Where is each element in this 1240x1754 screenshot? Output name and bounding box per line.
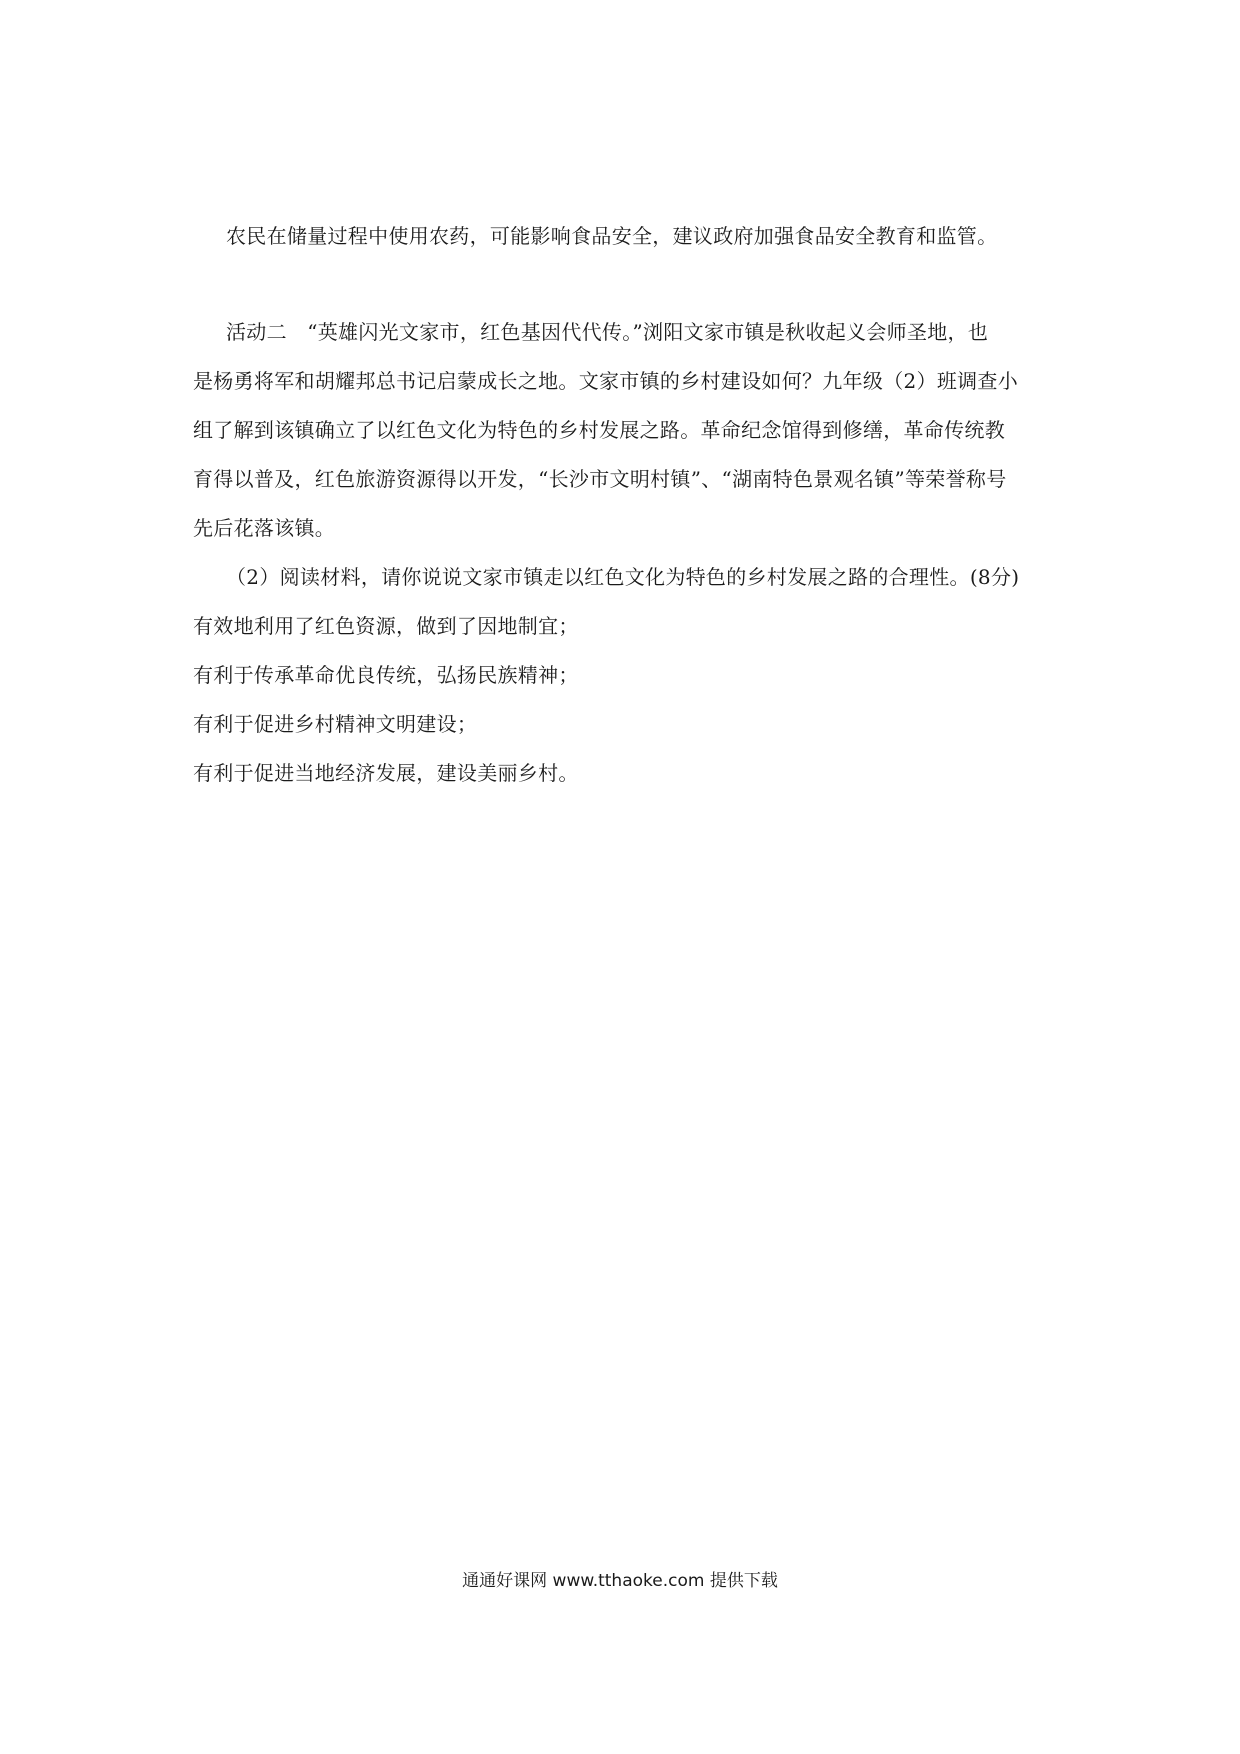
activity2-line-4: 育得以普及，红色旅游资源得以开发，“长沙市文明村镇”、“湖南特色景观名镇”等荣誉称号 xyxy=(193,467,1007,491)
activity2-line-3: 组了解到该镇确立了以红色文化为特色的乡村发展之路。革命纪念馆得到修缮，革命传统教 xyxy=(193,418,1005,442)
activity2-line-2: 是杨勇将军和胡耀邦总书记启蒙成长之地。文家市镇的乡村建设如何？九年级（2）班调查小 xyxy=(193,369,1019,393)
answer-line-1: 有效地利用了红色资源，做到了因地制宜； xyxy=(193,614,579,638)
footer-source: 通通好课网 www.tthaoke.com 提供下载 xyxy=(462,1571,778,1591)
activity2-line-5: 先后花落该镇。 xyxy=(193,516,336,540)
answer-line-3: 有利于促进乡村精神文明建设； xyxy=(193,712,478,736)
activity2-line-1: 活动二 “英雄闪光文家市，红色基因代代传。”浏阳文家市镇是秋收起义会师圣地，也 xyxy=(226,320,989,344)
answer-line-2: 有利于传承革命优良传统，弘扬民族精神； xyxy=(193,663,579,687)
question-2: （2）阅读材料，请你说说文家市镇走以红色文化为特色的乡村发展之路的合理性。(8分) xyxy=(226,565,1020,589)
answer-line-4: 有利于促进当地经济发展，建设美丽乡村。 xyxy=(193,761,579,785)
intro-paragraph: 农民在储量过程中使用农药，可能影响食品安全，建议政府加强食品安全教育和监管。 xyxy=(226,224,998,248)
